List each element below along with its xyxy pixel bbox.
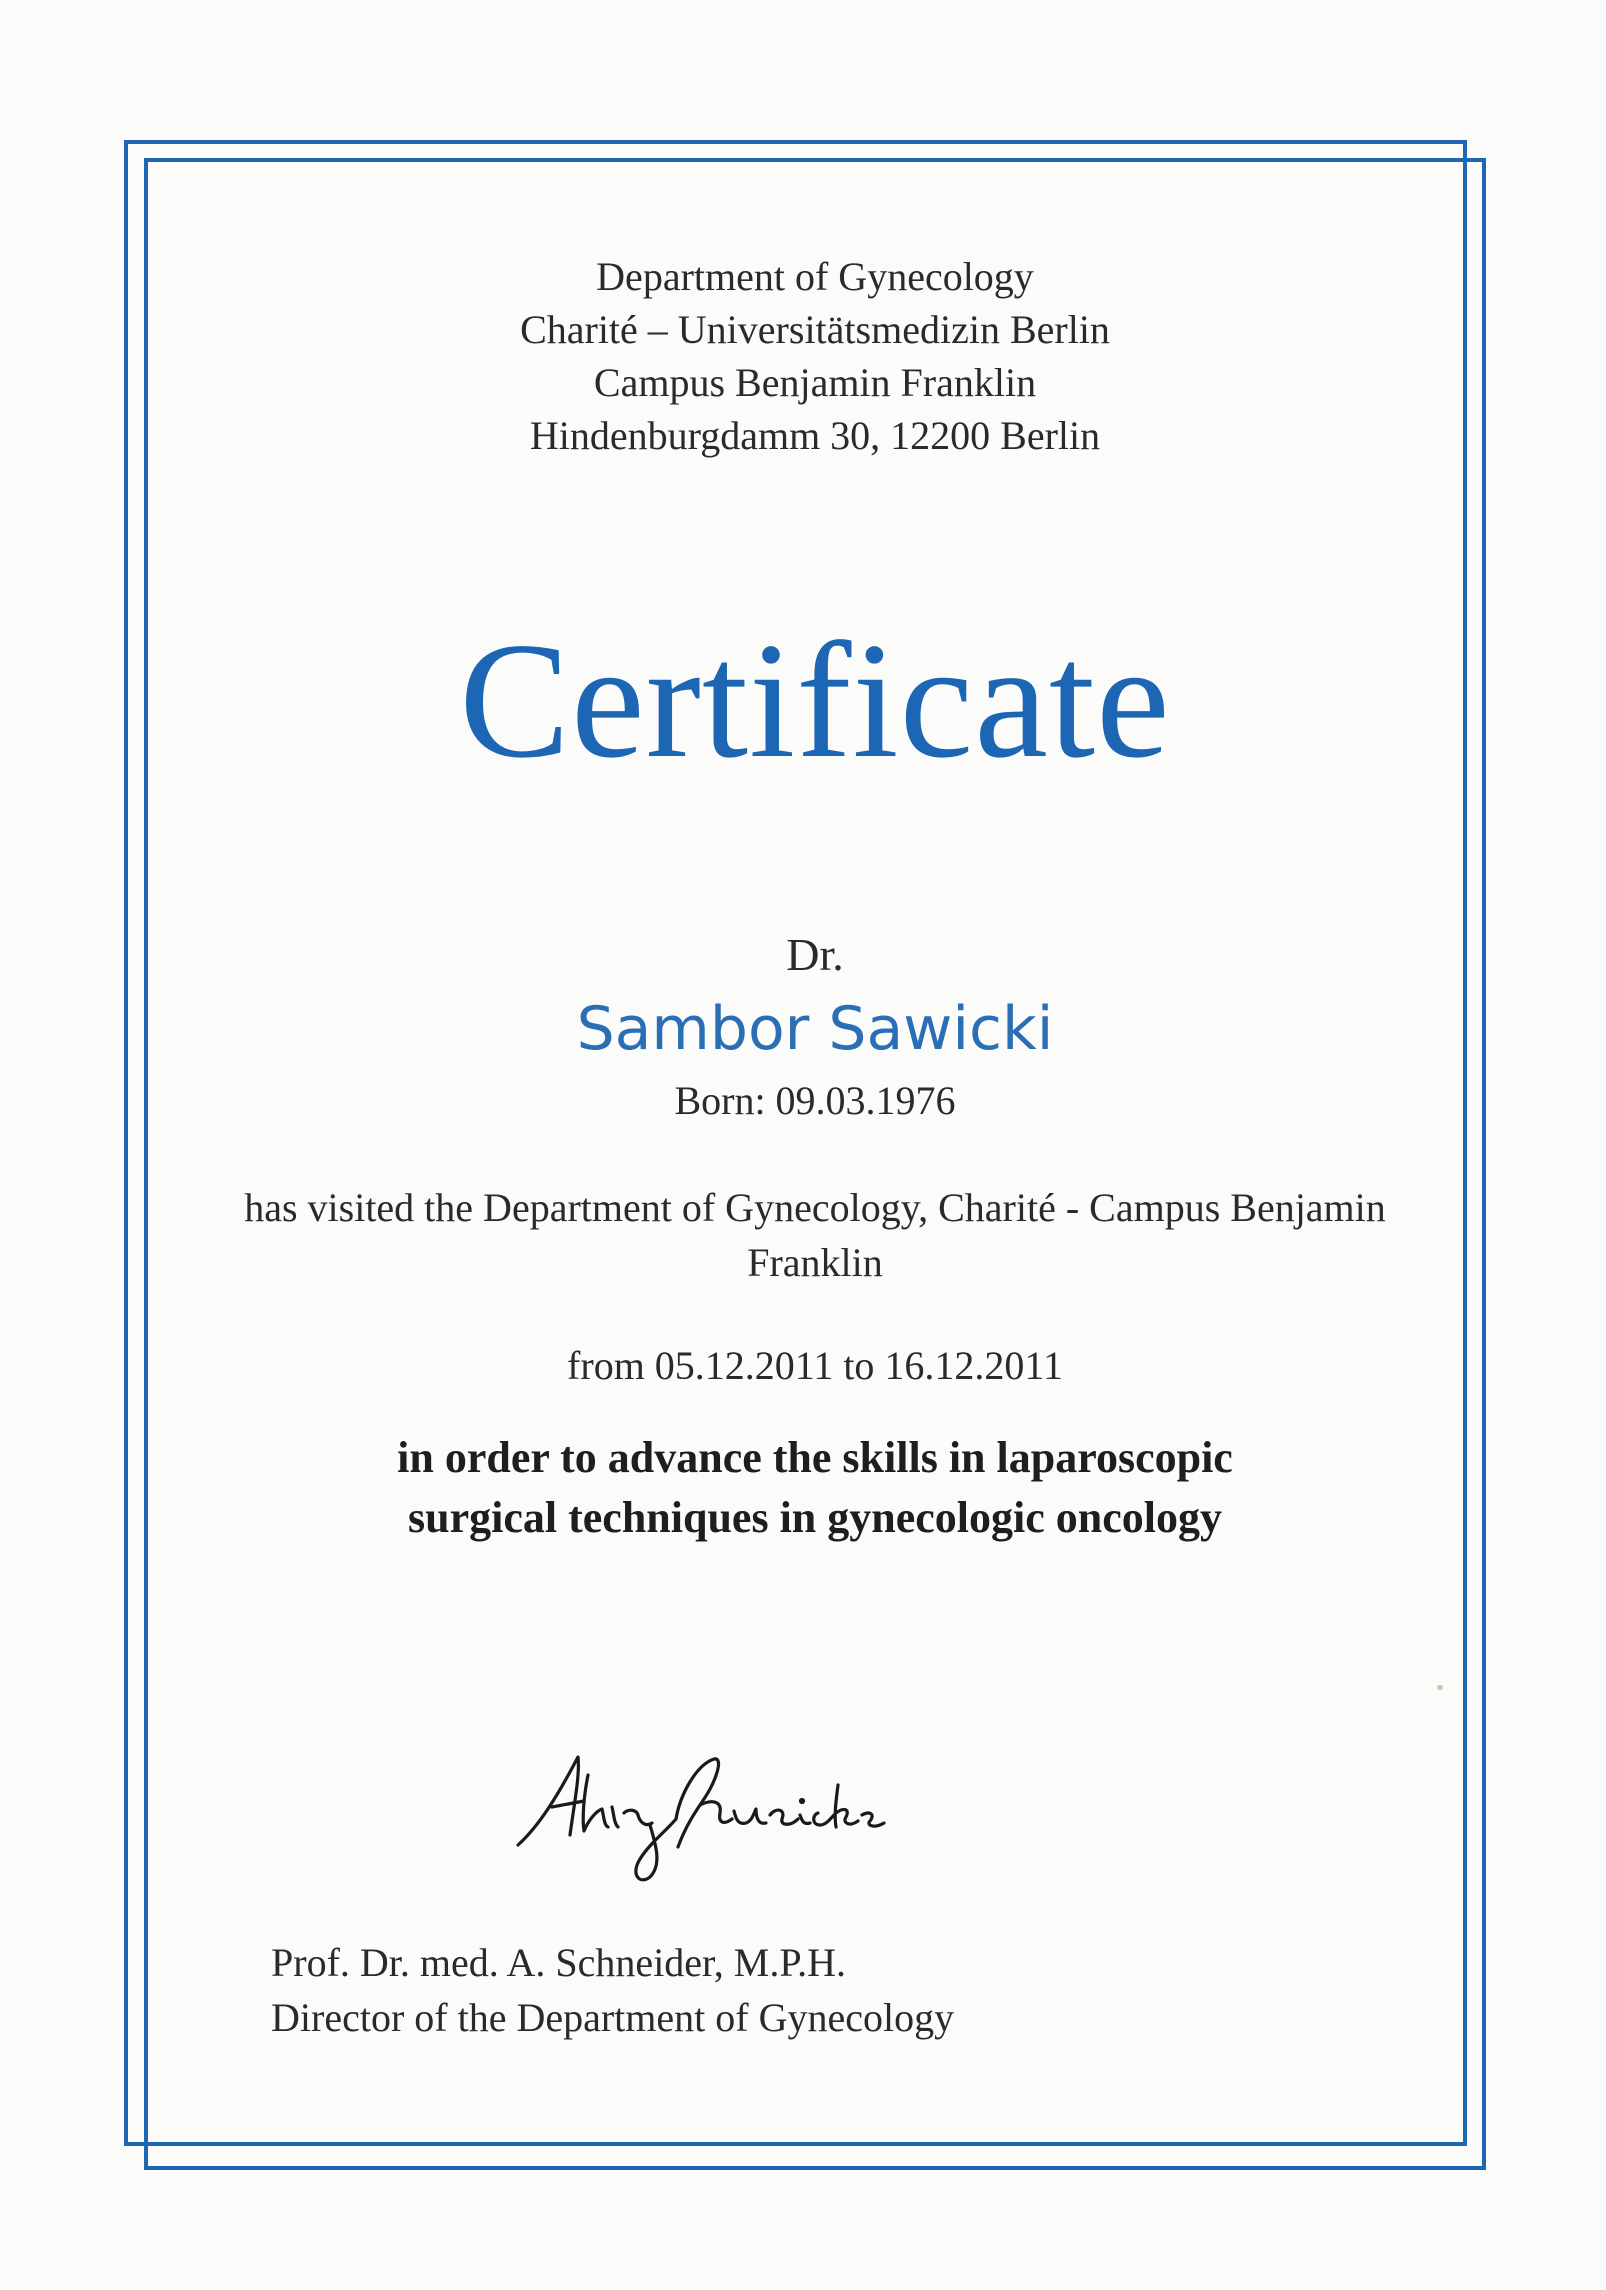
header-university: Charité – Universitätsmedizin Berlin xyxy=(520,307,1110,352)
signatory-role: Director of the Department of Gynecology xyxy=(271,1995,955,2040)
visit-period: from 05.12.2011 to 16.12.2011 xyxy=(567,1343,1063,1388)
purpose-line-1: in order to advance the skills in laparoscopic xyxy=(397,1433,1233,1482)
signatory-name: Prof. Dr. med. A. Schneider, M.P.H. xyxy=(271,1940,847,1985)
handwritten-signature xyxy=(500,1735,920,1895)
visit-statement: has visited the Department of Gynecology, Charité - Campus Benjamin Franklin xyxy=(244,1185,1386,1285)
purpose-line-2: surgical techniques in gynecologic oncology xyxy=(408,1493,1222,1542)
recipient-name: Sambor Sawicki xyxy=(576,994,1054,1064)
recipient-prefix: Dr. xyxy=(786,929,844,980)
paper-speck xyxy=(1437,1685,1443,1690)
institution-header xyxy=(144,250,1486,462)
recipient-birthdate: Born: 09.03.1976 xyxy=(674,1078,956,1123)
signatory-block xyxy=(271,1935,954,2045)
header-campus: Campus Benjamin Franklin xyxy=(593,360,1037,405)
visit-purpose xyxy=(230,1428,1400,1548)
header-department: Department of Gynecology xyxy=(596,254,1034,299)
header-address: Hindenburgdamm 30, 12200 Berlin xyxy=(529,413,1101,458)
certificate-title: Certificate xyxy=(459,608,1171,792)
